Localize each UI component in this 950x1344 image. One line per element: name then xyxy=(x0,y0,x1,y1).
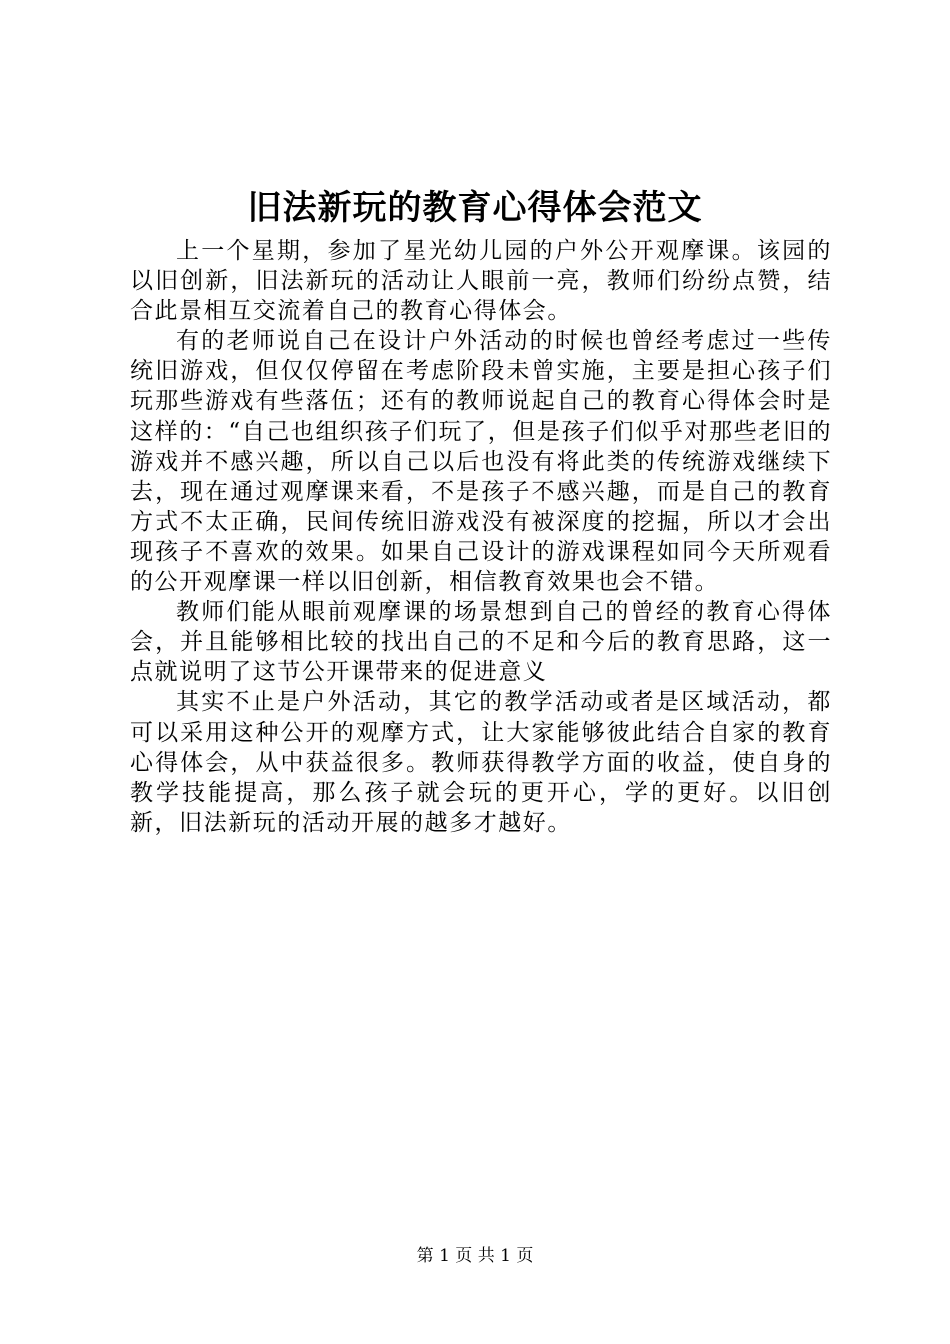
paragraph-4: 其实不止是户外活动，其它的教学活动或者是区域活动，都可以采用这种公开的观摩方式，让大家能够彼此结合自家的教育心得体会，从中获益很多。教师获得教学方面的收益，使自身的教学技能提高，那么孩子就会玩的更开心，学的更好。以旧创新，旧法新玩的活动开展的越多才越好。 xyxy=(130,689,832,836)
page-footer: 第 1 页 共 1 页 xyxy=(416,1246,534,1266)
document-body xyxy=(130,236,832,838)
paragraph-3: 教师们能从眼前观摩课的场景想到自己的曾经的教育心得体会，并且能够相比较的找出自己的不足和今后的教育思路，这一点就说明了这节公开课带来的促进意义 xyxy=(130,599,832,686)
paragraph-1: 上一个星期，参加了星光幼儿园的户外公开观摩课。该园的以旧创新，旧法新玩的活动让人眼前一亮，教师们纷纷点赞，结合此景相互交流着自己的教育心得体会。 xyxy=(130,238,832,325)
paragraph-2: 有的老师说自己在设计户外活动的时候也曾经考虑过一些传统旧游戏，但仅仅停留在考虑阶段未曾实施，主要是担心孩子们玩那些游戏有些落伍；还有的教师说起自己的教育心得体会时是这样的：“自己也组织孩子们玩了，但是孩子们似乎对那些老旧的游戏并不感兴趣，所以自己以后也没有将此类的传统游戏继续下去，现在通过观摩课来看，不是孩子不感兴趣，而是自己的教育方式不太正确，民间传统旧游戏没有被深度的挖掘，所以才会出现孩子不喜欢的效果。如果自己设计的游戏课程如同今天所观看的公开观摩课一样以旧创新，相信教育效果也会不错。 xyxy=(130,328,832,596)
document-title: 旧法新玩的教育心得体会范文 xyxy=(247,188,703,228)
